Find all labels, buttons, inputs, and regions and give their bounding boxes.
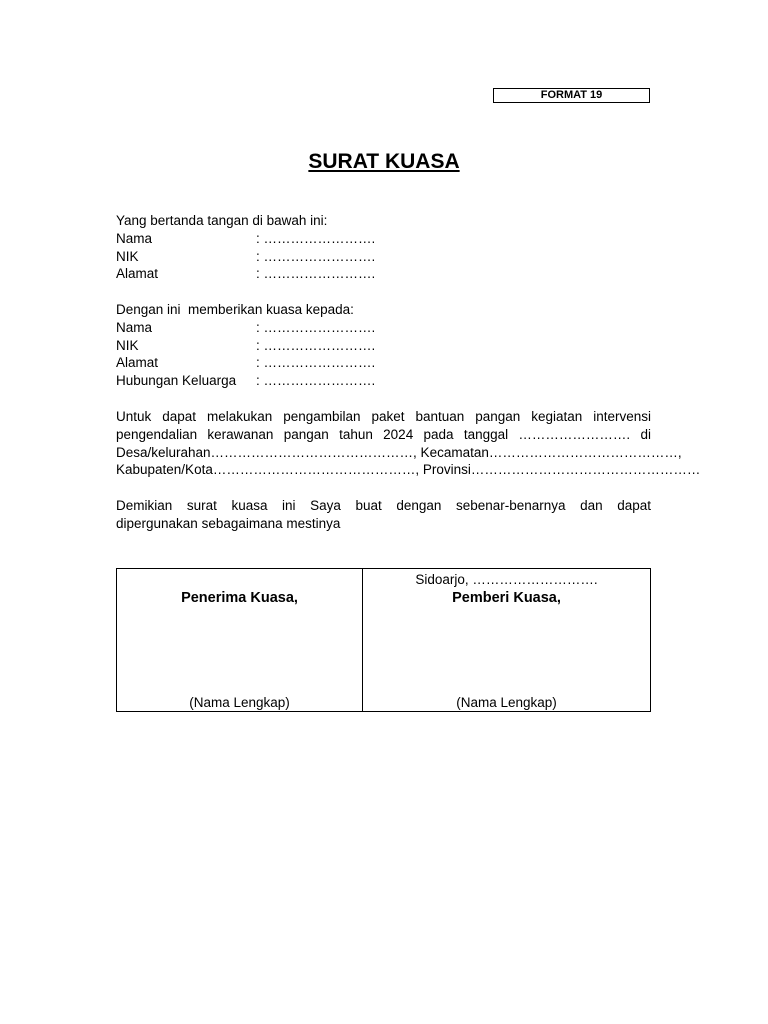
grantor-field-row bbox=[116, 265, 651, 283]
field-value: : ……………………. bbox=[256, 230, 376, 246]
closing-line: dipergunakan sebagaimana mestinya bbox=[116, 515, 341, 531]
attorney-intro: Dengan ini memberikan kuasa kepada: bbox=[116, 302, 354, 317]
grantor-intro: Yang bertanda tangan di bawah ini: bbox=[116, 213, 328, 228]
giver-role: Pemberi Kuasa, bbox=[452, 590, 561, 606]
format-label: FORMAT 19 bbox=[493, 88, 650, 103]
attorney-field-row bbox=[116, 337, 651, 355]
purpose-line: Untuk dapat melakukan pengambilan paket bantuan pangan kegiatan intervensi bbox=[116, 409, 651, 424]
receiver-signature-cell bbox=[117, 569, 363, 711]
attorney-section bbox=[116, 301, 651, 390]
grantor-field-row bbox=[116, 230, 651, 248]
purpose-line: pengendalian kerawanan pangan tahun 2024 pada tanggal ……………………. di bbox=[116, 426, 651, 442]
place-date: Sidoarjo, ………………………. bbox=[415, 572, 598, 587]
attorney-field-row bbox=[116, 372, 651, 390]
purpose-paragraph bbox=[116, 408, 701, 479]
receiver-name: (Nama Lengkap) bbox=[189, 695, 290, 710]
attorney-field-row bbox=[116, 354, 651, 372]
field-label: Nama bbox=[116, 319, 153, 335]
closing-line: Demikian surat kuasa ini Saya buat dengan sebenar-benarnya dan dapat bbox=[116, 498, 651, 513]
giver-name: (Nama Lengkap) bbox=[456, 695, 557, 710]
field-value: : ……………………. bbox=[256, 337, 376, 353]
field-value: : ……………………. bbox=[256, 373, 376, 389]
field-label: Hubungan Keluarga bbox=[116, 373, 237, 389]
document-title: SURAT KUASA bbox=[308, 150, 460, 173]
field-value: : ……………………. bbox=[256, 319, 376, 335]
field-label: NIK bbox=[116, 337, 139, 353]
grantor-section bbox=[116, 212, 651, 283]
attorney-field-row bbox=[116, 319, 651, 337]
field-value: : ……………………. bbox=[256, 248, 376, 264]
giver-signature-cell bbox=[363, 569, 650, 711]
field-value: : ……………………. bbox=[256, 266, 376, 282]
closing-paragraph bbox=[116, 497, 651, 533]
receiver-role: Penerima Kuasa, bbox=[181, 590, 298, 606]
signature-table bbox=[116, 568, 651, 712]
field-label: Alamat bbox=[116, 266, 159, 282]
field-label: Nama bbox=[116, 230, 153, 246]
purpose-line: Desa/kelurahan………………………………………, Kecamatan……………………………………, bbox=[116, 444, 682, 460]
grantor-field-row bbox=[116, 248, 651, 266]
field-value: : ……………………. bbox=[256, 355, 376, 371]
purpose-line: Kabupaten/Kota………………………………………, Provinsi…………………………………………… bbox=[116, 462, 701, 478]
field-label: Alamat bbox=[116, 355, 159, 371]
field-label: NIK bbox=[116, 248, 139, 264]
